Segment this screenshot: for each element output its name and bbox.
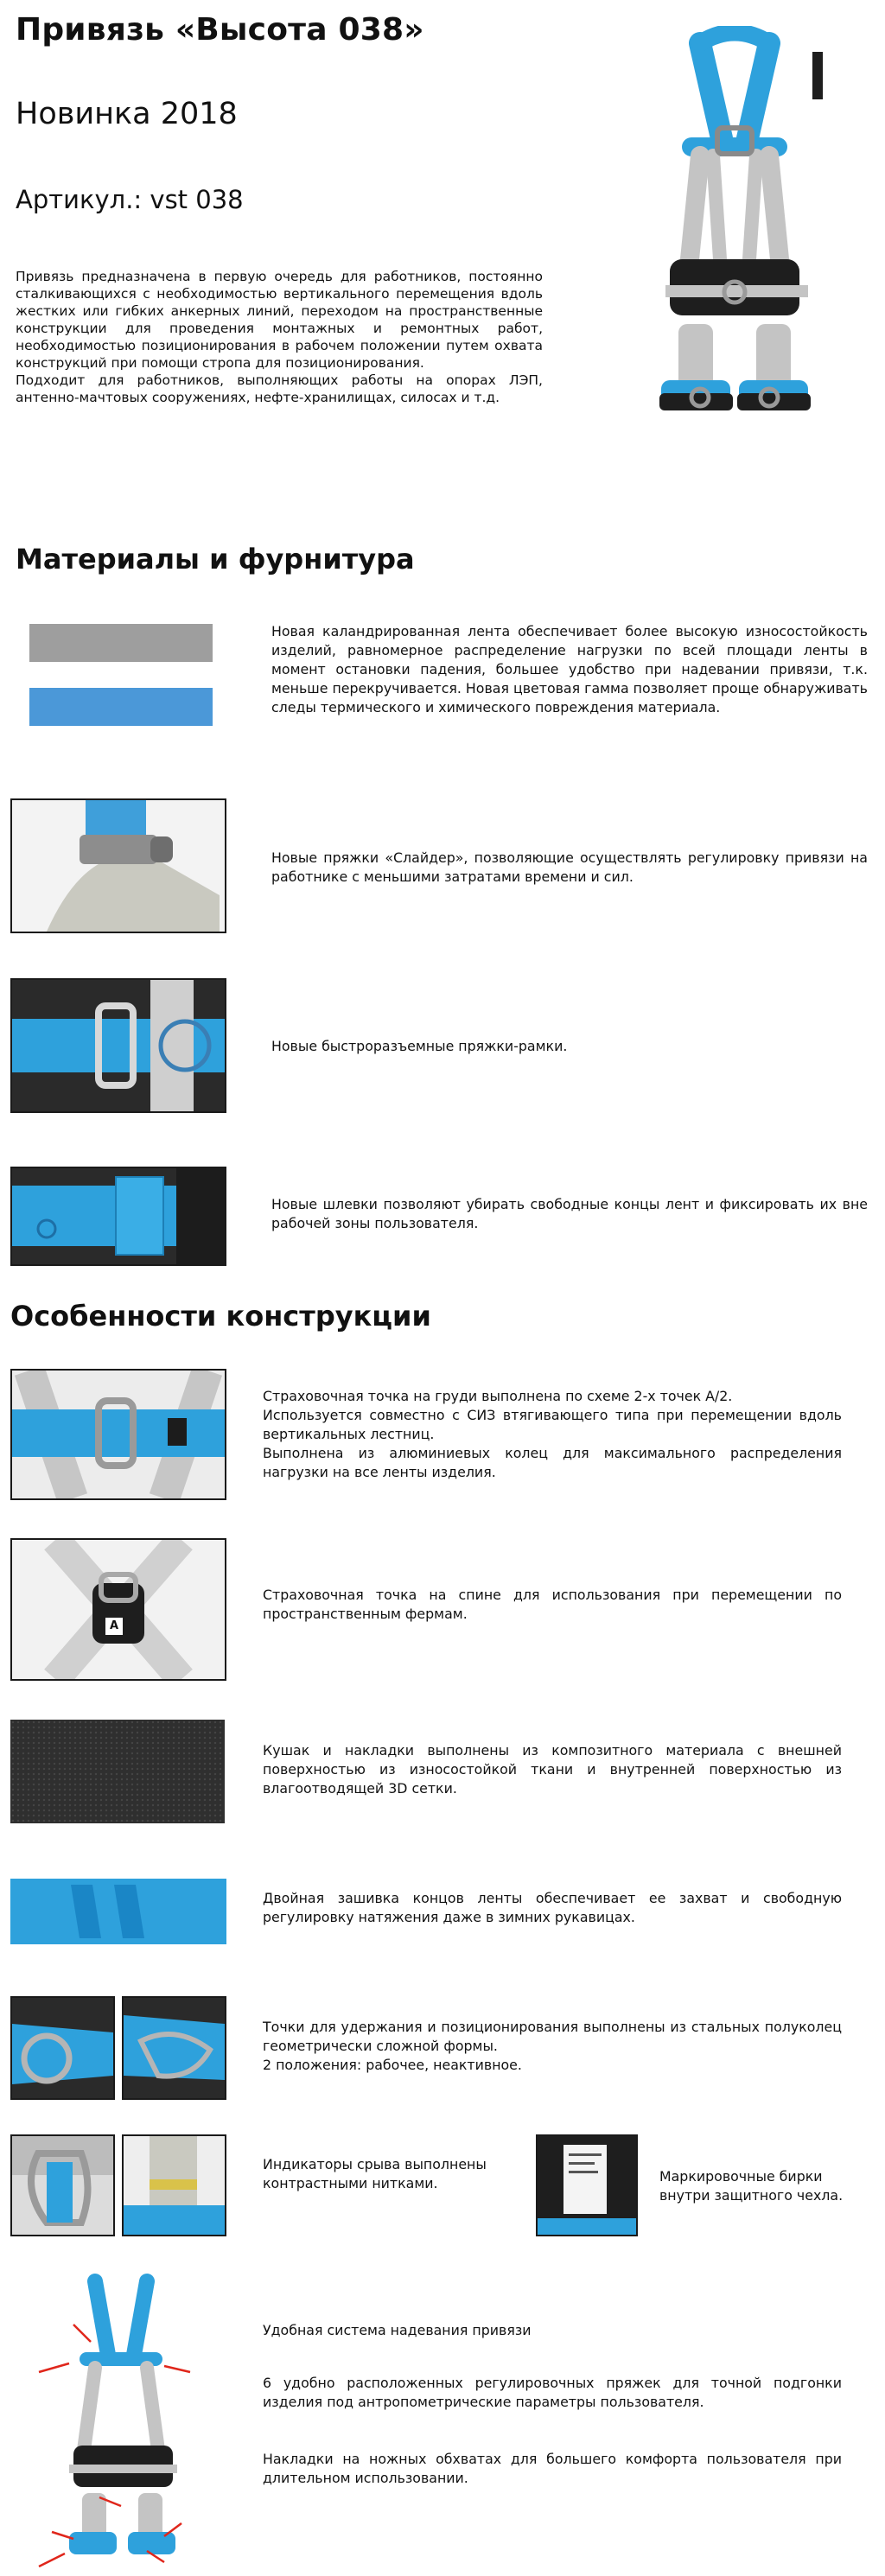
product-title: Привязь «Высота 038» xyxy=(16,12,424,48)
back-attachment-photo xyxy=(10,1538,226,1681)
features-heading: Особенности конструкции xyxy=(10,1300,431,1333)
material-text: Новая каландрированная лента обеспечивает более высокую износостойкость изделий, равномерное распределение нагрузки по всей площади ленты в момент остановки падения, большее удобство при надевании привязи, т.к. меньше перекручивается. Новая цветовая гамма позволяет проще обнаруживать следы термического и химического повреждения материала. xyxy=(271,623,868,716)
material-text: Новые пряжки «Слайдер», позволяющие осуществлять регулировку привязи на работнике с меньшими затратами времени и сил. xyxy=(271,849,868,885)
indicators-text: Индикаторы срыва выполнены контрастными нитками. xyxy=(263,2156,487,2191)
back-point-text: Страховочная точка на спине для использования при перемещении по пространственным фермам. xyxy=(263,1587,842,1622)
belt-text: Кушак и накладки выполнены из композитного материала с внешней поверхностью из износостойкой ткани и внутренней поверхностью из влагоотводящей 3D сетки. xyxy=(263,1742,842,1797)
harness-hero-image xyxy=(618,26,843,423)
chest-point-line: Выполнена из алюминиевых колец для максимального распределения нагрузки на все ленты изделия. xyxy=(263,1445,842,1480)
intro-text xyxy=(16,268,543,406)
materials-heading: Материалы и фурнитура xyxy=(16,543,415,576)
quick-release-buckle-photo xyxy=(10,978,226,1113)
blue-tape-swatch xyxy=(29,688,213,726)
intro-paragraph: Привязь предназначена в первую очередь для работников, постоянно сталкивающихся с необходимостью вертикального перемещения вдоль жестких или гибких анкерных линий, переходом на пространственные конструкции для проведения монтажных и ремонтных работ, необходимостью позиционирования в рабочем положении путем охвата конструкций при помощи стропа для позиционирования. xyxy=(16,269,543,371)
strap-keeper-photo xyxy=(10,1167,226,1266)
marking-tags-text: Маркировочные бирки внутри защитного чехла. xyxy=(659,2168,844,2204)
back-point-label: A xyxy=(109,1619,119,1632)
stitch-text: Двойная зашивка концов ленты обеспечивает ее захват и свободную регулировку натяжения даже в зимних рукавицах. xyxy=(263,1890,842,1925)
d-ring-working-photo xyxy=(10,1996,115,2100)
donning-paragraph: 6 удобно расположенных регулировочных пряжек для точной подгонки изделия под антропометрические параметры пользователя. xyxy=(263,2375,842,2410)
chest-attachment-photo xyxy=(10,1369,226,1500)
positioning-line: Точки для удержания и позиционирования выполнены из стальных полуколец геометрически сложной формы. xyxy=(263,2019,842,2054)
chest-point-line: Страховочная точка на груди выполнена по схеме 2-х точек А/2. xyxy=(263,1388,733,1404)
chest-point-line: Используется совместно с СИЗ втягивающего типа при перемещении вдоль вертикальных лестниц. xyxy=(263,1407,842,1442)
d-ring-inactive-photo xyxy=(122,1996,226,2100)
chest-point-text xyxy=(263,1387,842,1482)
material-text: Новые шлевки позволяют убирать свободные концы лент и фиксировать их вне рабочей зоны пользователя. xyxy=(271,1196,868,1231)
intro-paragraph: Подходит для работников, выполняющих работы на опорах ЛЭП, антенно-мачтовых сооружениях, нефте-хранилищах, силосах и т.д. xyxy=(16,372,543,405)
donning-paragraph: Накладки на ножных обхватах для большего комфорта пользователя при длительном использовании. xyxy=(263,2451,842,2486)
material-text: Новые быстроразъемные пряжки-рамки. xyxy=(271,1038,568,1054)
grey-tape-swatch xyxy=(29,624,213,662)
positioning-text xyxy=(263,2018,842,2075)
positioning-line: 2 положения: рабочее, неактивное. xyxy=(263,2057,522,2073)
harness-adjustment-image xyxy=(35,2273,207,2571)
marking-tag-photo xyxy=(536,2134,638,2236)
slider-buckle-photo xyxy=(10,798,226,933)
fall-indicator-photo xyxy=(10,2134,115,2236)
stitched-strap-end-photo xyxy=(10,1863,226,1960)
donning-title: Удобная система надевания привязи xyxy=(263,2322,532,2338)
indicator-stitching-photo xyxy=(122,2134,226,2236)
new-label: Новинка 2018 xyxy=(16,97,238,131)
article-number: Артикул.: vst 038 xyxy=(16,185,244,214)
belt-mesh-photo xyxy=(10,1720,225,1823)
